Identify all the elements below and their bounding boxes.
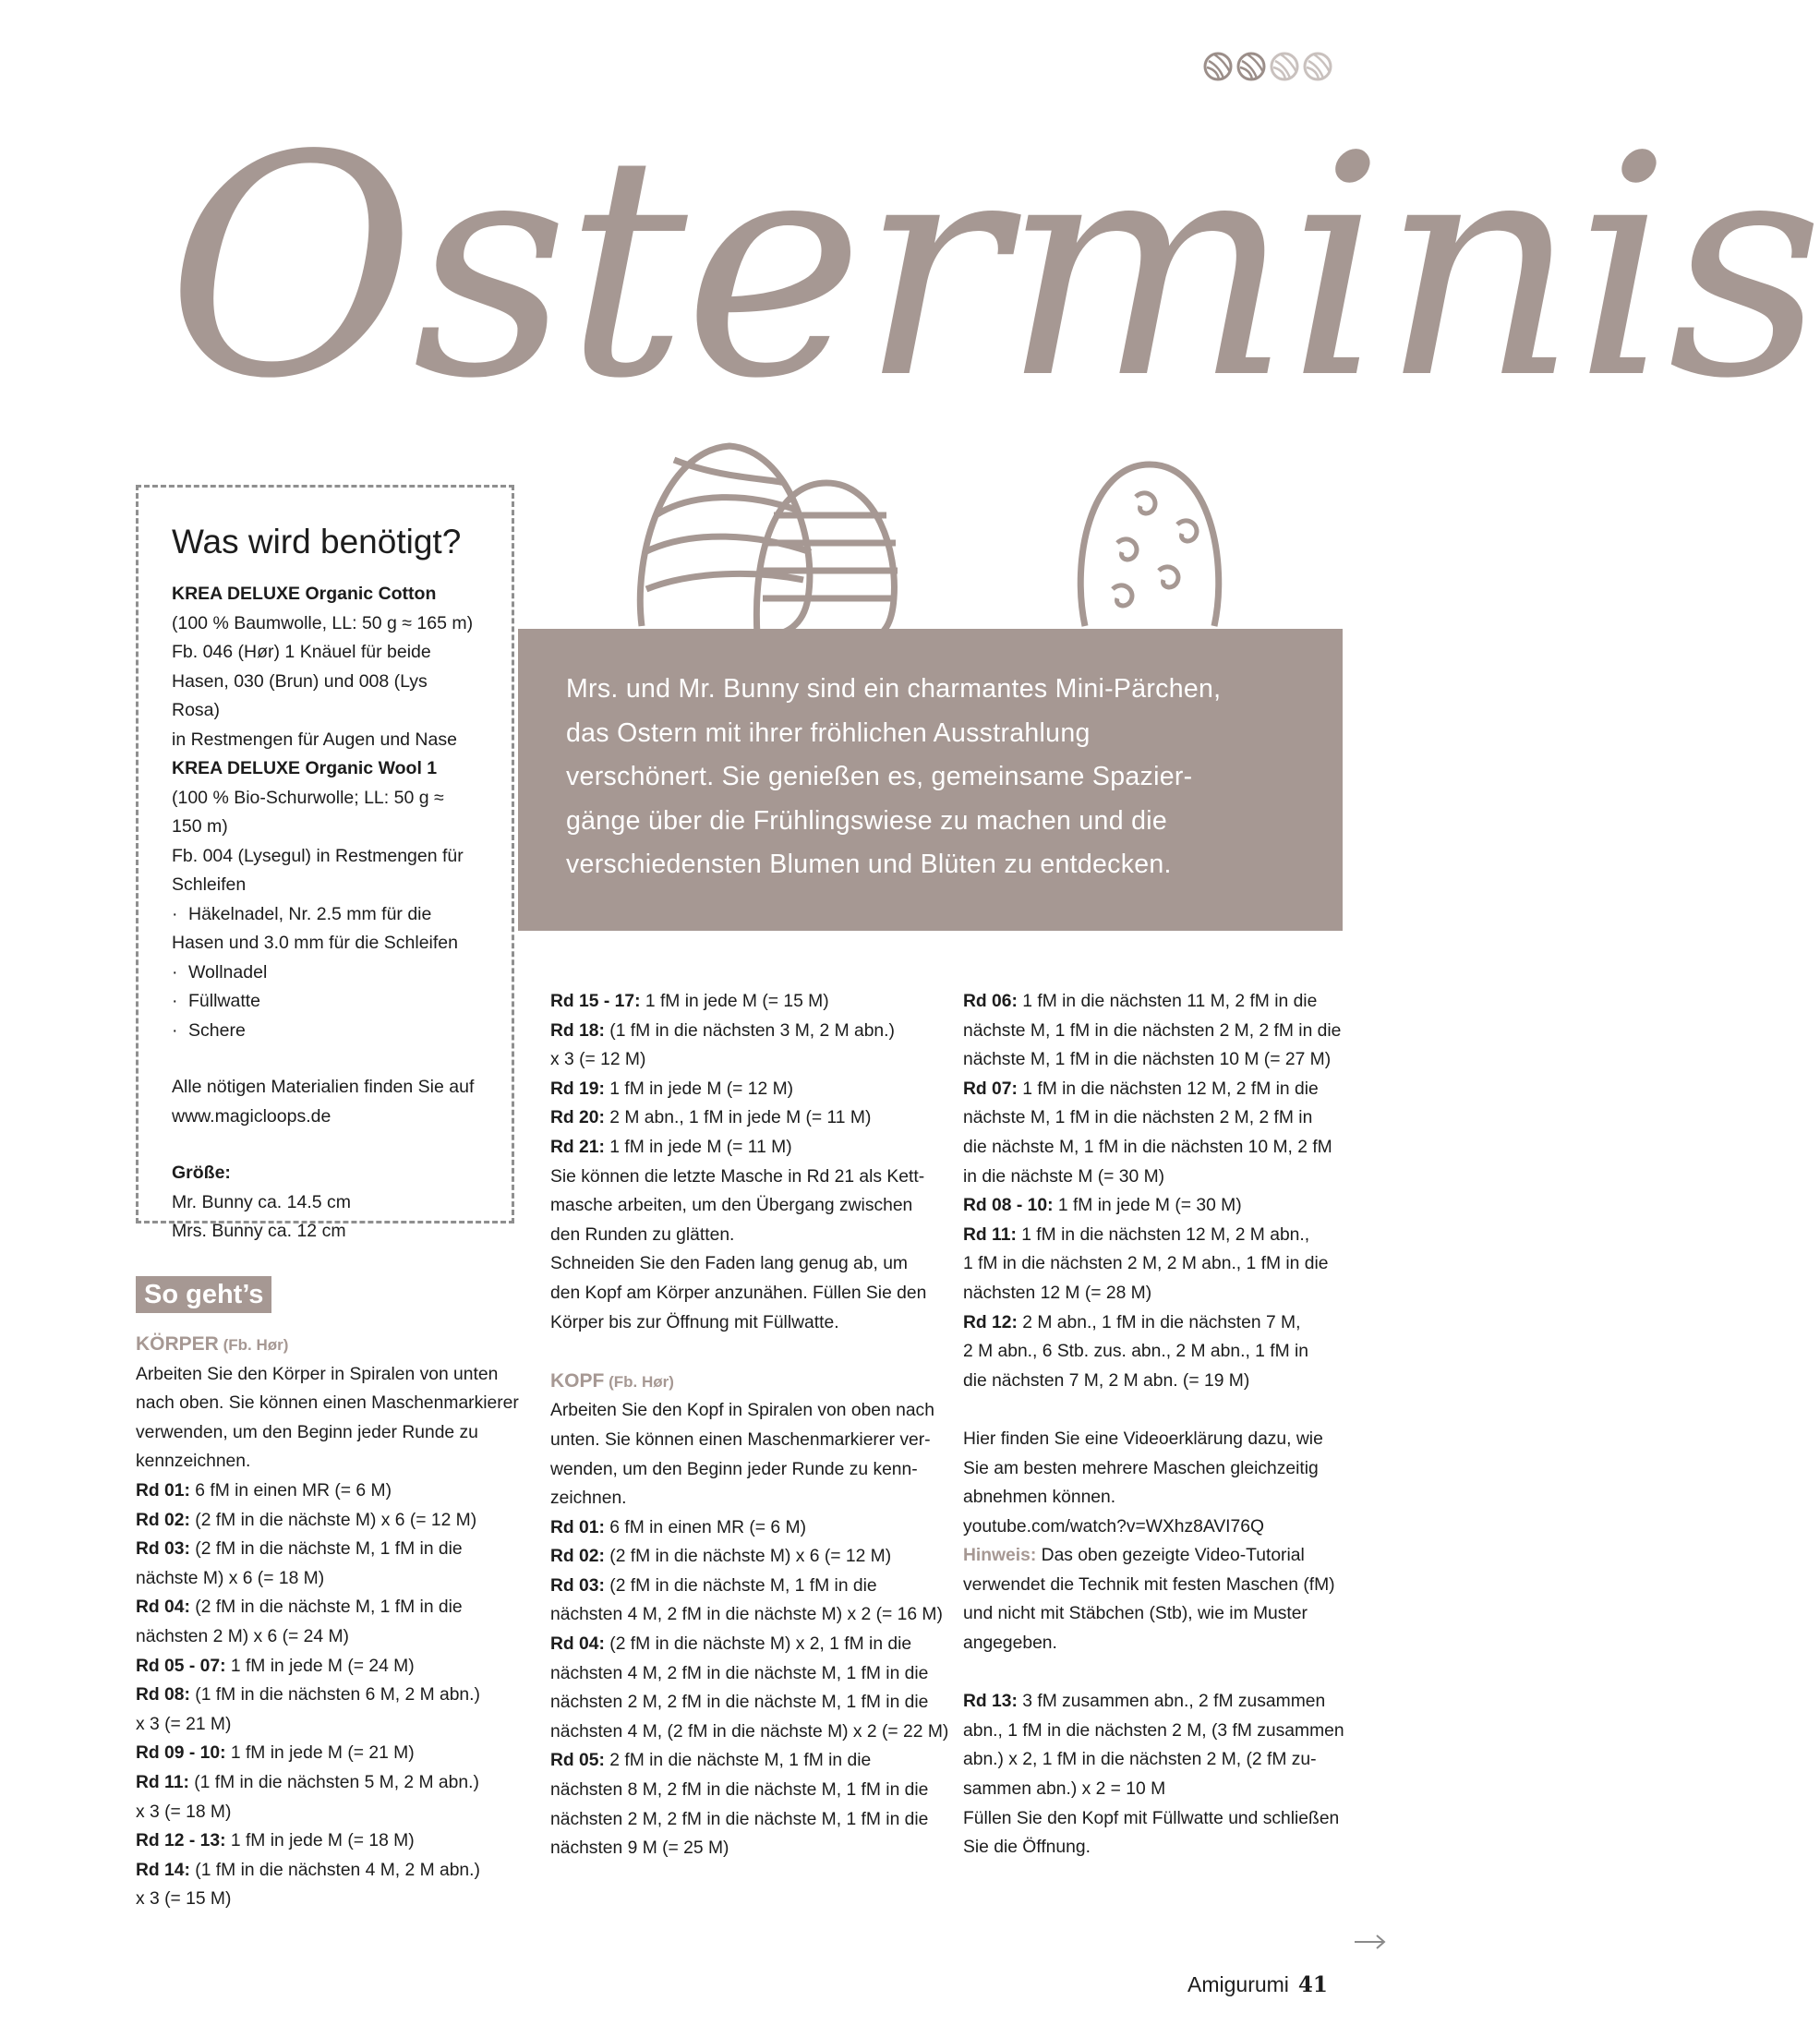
section-title: KÖRPER — [136, 1333, 219, 1355]
round-instruction — [136, 1826, 519, 1856]
line-text: 2 M abn., 6 Stb. zus. abn., 2 M abn., 1 fM in — [963, 1342, 1309, 1362]
line-text: (1 fM in die nächsten 4 M, 2 M abn.) — [189, 1860, 480, 1880]
instruction-line — [963, 1279, 1344, 1308]
instruction-line — [963, 1833, 1344, 1862]
instruction-line — [963, 1571, 1344, 1600]
round-instruction — [550, 1103, 948, 1133]
materials-line: Schleifen — [172, 874, 247, 895]
materials-line: · Schere — [172, 1017, 476, 1046]
line-text: x 3 (= 21 M) — [136, 1714, 232, 1734]
round-label: Rd 12 - 13: — [136, 1831, 226, 1851]
round-label: Rd 08 - 10: — [963, 1196, 1054, 1216]
instruction-line — [963, 1541, 1344, 1571]
materials-line: www.magicloops.de — [172, 1105, 331, 1127]
intro-line: verschiedensten Blumen und Blüten zu entdecken. — [566, 850, 1172, 879]
line-text: 1 fM in jede M (= 21 M) — [225, 1743, 415, 1764]
line-text: 6 fM in einen MR (= 6 M) — [189, 1480, 392, 1501]
line-text: den Kopf am Körper anzunähen. Füllen Sie den — [550, 1283, 927, 1303]
materials-line: Mrs. Bunny ca. 12 cm — [172, 1221, 346, 1241]
round-label: Rd 04: — [136, 1597, 190, 1618]
round-instruction — [136, 1652, 519, 1681]
instruction-line — [550, 1426, 948, 1455]
round-label: Rd 02: — [550, 1547, 605, 1567]
round-instruction — [550, 1075, 948, 1104]
line-text: nächsten 9 M (= 25 M) — [550, 1838, 729, 1859]
line-text: 1 fM in jede M (= 18 M) — [225, 1831, 415, 1851]
round-instruction — [550, 1017, 948, 1046]
line-text: in die nächste M (= 30 M) — [963, 1166, 1165, 1187]
line-text: 2 M abn., 1 fM in die nächsten 7 M, — [1017, 1312, 1301, 1332]
instruction-line — [550, 1776, 948, 1805]
line-text: nächsten 2 M, 2 fM in die nächste M, 1 fM in die — [550, 1809, 929, 1829]
round-label: Rd 09 - 10: — [136, 1743, 226, 1764]
line-text: (2 fM in die nächste M, 1 fM in die — [189, 1539, 463, 1560]
instruction-line — [136, 1418, 519, 1448]
instruction-line — [550, 1191, 948, 1221]
spacer — [172, 1131, 476, 1159]
instruction-line — [963, 1775, 1344, 1804]
round-label: Rd 01: — [136, 1480, 190, 1501]
line-text: masche arbeiten, um den Übergang zwischen — [550, 1196, 913, 1216]
instruction-line — [963, 1337, 1344, 1367]
line-text: 1 fM in jede M (= 12 M) — [604, 1079, 794, 1099]
line-text: nächsten 2 M, 2 fM in die nächste M, 1 fM in die — [550, 1693, 929, 1713]
line-text: nächste M, 1 fM in die nächsten 10 M (= 27 M) — [963, 1050, 1332, 1070]
line-text: nächsten 8 M, 2 fM in die nächste M, 1 fM in die — [550, 1780, 929, 1801]
instruction-line — [963, 1425, 1344, 1454]
round-instruction — [136, 1477, 519, 1506]
round-instruction — [550, 1133, 948, 1163]
round-label: Rd 19: — [550, 1079, 605, 1099]
line-text: Arbeiten Sie den Körper in Spiralen von unten — [136, 1364, 499, 1384]
materials-line: Größe: — [172, 1163, 231, 1183]
instruction-line — [550, 1600, 948, 1630]
line-text: 1 fM in die nächsten 2 M, 2 M abn., 1 fM in die — [963, 1254, 1329, 1274]
line-text: nächsten 12 M (= 28 M) — [963, 1283, 1152, 1303]
instruction-line — [136, 1885, 519, 1914]
line-text: Hier finden Sie eine Videoerklärung dazu, wie — [963, 1428, 1323, 1449]
round-instruction — [963, 1687, 1344, 1717]
line-text: 1 fM in jede M (= 30 M) — [1053, 1196, 1242, 1216]
instruction-line — [963, 1045, 1344, 1075]
instruction-line — [963, 1163, 1344, 1192]
instruction-line — [963, 1017, 1344, 1046]
line-text: abn., 1 fM in die nächsten 2 M, (3 fM zusammen — [963, 1720, 1344, 1741]
instruction-line — [963, 1629, 1344, 1658]
line-text: 1 fM in jede M (= 15 M) — [640, 992, 829, 1011]
intro-line: gänge über die Frühlingswiese zu machen und die — [566, 805, 1168, 836]
yarn-ball-icon — [1203, 52, 1233, 81]
round-instruction — [963, 1191, 1344, 1221]
page-footer — [1187, 1972, 1328, 1997]
section-note: (Fb. Hør) — [604, 1372, 674, 1391]
round-label: Rd 11: — [963, 1224, 1017, 1245]
materials-line: Mr. Bunny ca. 14.5 cm — [172, 1191, 352, 1212]
materials-line: (100 % Bio-Schurwolle; LL: 50 g ≈ 150 m) — [172, 787, 444, 837]
line-text: x 3 (= 15 M) — [136, 1889, 232, 1910]
line-text: Arbeiten Sie den Kopf in Spiralen von oben nach — [550, 1401, 934, 1421]
round-label: Rd 20: — [550, 1108, 605, 1128]
round-instruction — [550, 1572, 948, 1601]
page-number: 41 — [1297, 1972, 1328, 1997]
instruction-line — [550, 1659, 948, 1689]
line-text: (1 fM in die nächsten 6 M, 2 M abn.) — [189, 1685, 480, 1706]
line-text: die nächsten 7 M, 2 M abn. (= 19 M) — [963, 1370, 1250, 1391]
round-instruction — [550, 1746, 948, 1776]
round-instruction — [136, 1739, 519, 1768]
round-label: Rd 15 - 17: — [550, 992, 641, 1011]
instruction-line — [136, 1360, 519, 1390]
round-label: Rd 07: — [963, 1079, 1018, 1099]
line-text: 1 fM in die nächsten 11 M, 2 fM in die — [1017, 992, 1318, 1011]
instruction-line — [550, 1805, 948, 1835]
line-text: und nicht mit Stäbchen (Stb), wie im Muster — [963, 1604, 1308, 1624]
line-text: den Runden zu glätten. — [550, 1224, 735, 1245]
line-text: nächste M, 1 fM in die nächsten 2 M, 2 fM in die — [963, 1020, 1342, 1041]
materials-line: KREA DELUXE Organic Wool 1 — [172, 758, 438, 778]
intro-box — [518, 629, 1343, 931]
materials-line: · Wollnadel — [172, 958, 476, 988]
section-note: (Fb. Hør) — [218, 1336, 289, 1354]
instruction-line — [136, 1798, 519, 1827]
round-label: Rd 02: — [136, 1510, 190, 1530]
instruction-line — [550, 1484, 948, 1513]
line-text: 2 fM in die nächste M, 1 fM in die — [604, 1751, 872, 1771]
line-text: 1 fM in die nächsten 12 M, 2 fM in die — [1017, 1079, 1319, 1099]
round-instruction — [136, 1593, 519, 1622]
materials-line: Hasen und 3.0 mm für die Schleifen — [172, 933, 459, 953]
line-text: nach oben. Sie können einen Maschenmarkierer — [136, 1393, 519, 1414]
instruction-line — [136, 1564, 519, 1594]
line-text: nächste M) x 6 (= 18 M) — [136, 1568, 325, 1588]
materials-line: Hasen, 030 (Brun) und 008 (Lys Rosa) — [172, 670, 428, 720]
instruction-line — [550, 1221, 948, 1250]
line-text: 1 fM in die nächsten 12 M, 2 M abn., — [1016, 1224, 1310, 1245]
materials-box — [136, 485, 514, 1241]
spacer — [172, 1045, 476, 1073]
instruction-line — [963, 1133, 1344, 1163]
section-title: KOPF — [550, 1369, 605, 1392]
instruction-line — [963, 1367, 1344, 1396]
instruction-line — [136, 1447, 519, 1477]
line-text: x 3 (= 12 M) — [550, 1050, 646, 1070]
line-text: Sie können die letzte Masche in Rd 21 als Kett- — [550, 1166, 925, 1187]
instruction-line — [136, 1389, 519, 1418]
spacer — [963, 1658, 1344, 1688]
line-text: (2 fM in die nächste M) x 2, 1 fM in die — [604, 1634, 912, 1655]
line-text: angegeben. — [963, 1633, 1057, 1654]
line-text: 2 M abn., 1 fM in jede M (= 11 M) — [604, 1108, 872, 1128]
difficulty-indicator — [1203, 52, 1332, 81]
line-text: nächste M, 1 fM in die nächsten 2 M, 2 fM in — [963, 1108, 1313, 1128]
line-text: nächsten 4 M, 2 fM in die nächste M, 1 fM in die — [550, 1663, 929, 1683]
intro-line: das Ostern mit ihrer fröhlichen Ausstrahlung — [566, 717, 1091, 748]
round-label: Rd 03: — [136, 1539, 190, 1560]
instructions-column-3 — [963, 987, 1344, 1862]
instructions-column-1 — [136, 1330, 519, 1914]
spacer — [963, 1395, 1344, 1425]
line-text: Körper bis zur Öffnung mit Füllwatte. — [550, 1312, 839, 1332]
round-label: Rd 13: — [963, 1692, 1018, 1712]
instruction-line — [550, 1455, 948, 1485]
line-text: die nächste M, 1 fM in die nächsten 10 M, 2 fM — [963, 1137, 1332, 1157]
instruction-line — [963, 1599, 1344, 1629]
round-instruction — [550, 1630, 948, 1659]
materials-line: · Häkelnadel, Nr. 2.5 mm für die — [172, 900, 476, 930]
instruction-line — [550, 1396, 948, 1426]
line-text: 6 fM in einen MR (= 6 M) — [604, 1517, 806, 1537]
round-label: Rd 05 - 07: — [136, 1656, 226, 1676]
line-text: wenden, um den Beginn jeder Runde zu kenn- — [550, 1459, 918, 1479]
hint-label: Hinweis: — [963, 1546, 1037, 1566]
easter-eggs-illustration — [637, 441, 1265, 635]
materials-line: Alle nötigen Materialien finden Sie auf — [172, 1077, 475, 1097]
line-text: 3 fM zusammen abn., 2 fM zusammen — [1017, 1692, 1326, 1712]
round-label: Rd 21: — [550, 1137, 605, 1157]
instruction-line — [963, 1804, 1344, 1834]
spacer — [550, 1337, 948, 1367]
instruction-line — [550, 1688, 948, 1718]
line-text: 1 fM in jede M (= 24 M) — [225, 1656, 415, 1676]
line-text: (1 fM in die nächsten 3 M, 2 M abn.) — [604, 1020, 895, 1041]
materials-line: in Restmengen für Augen und Nase — [172, 729, 457, 750]
line-text: (2 fM in die nächste M) x 6 (= 12 M) — [189, 1510, 477, 1530]
line-text: 1 fM in jede M (= 11 M) — [604, 1137, 792, 1157]
round-instruction — [136, 1535, 519, 1564]
line-text: verwendet die Technik mit festen Maschen (fM) — [963, 1574, 1335, 1595]
line-text: sammen abn.) x 2 = 10 M — [963, 1779, 1166, 1800]
intro-line: Mrs. und Mr. Bunny sind ein charmantes Mini-Pärchen, — [566, 674, 1222, 704]
materials-line: · Füllwatte — [172, 987, 476, 1017]
line-text: (2 fM in die nächste M, 1 fM in die — [604, 1575, 877, 1596]
line-text: nächsten 2 M) x 6 (= 24 M) — [136, 1626, 349, 1646]
line-text: Schneiden Sie den Faden lang genug ab, um — [550, 1254, 908, 1274]
round-instruction — [550, 1513, 948, 1543]
round-label: Rd 08: — [136, 1685, 190, 1706]
round-label: Rd 01: — [550, 1517, 605, 1537]
materials-heading: Was wird benötigt? — [172, 523, 462, 560]
round-label: Rd 18: — [550, 1020, 605, 1041]
line-text: youtube.com/watch?v=WXhz8AVI76Q — [963, 1516, 1264, 1537]
line-text: (2 fM in die nächste M) x 6 (= 12 M) — [604, 1547, 892, 1567]
instruction-line — [963, 1103, 1344, 1133]
yarn-ball-icon — [1303, 52, 1332, 81]
yarn-ball-icon — [1236, 52, 1266, 81]
instruction-line — [136, 1622, 519, 1652]
instruction-line — [550, 1249, 948, 1279]
round-instruction — [963, 987, 1344, 1017]
line-text: Sie am besten mehrere Maschen gleichzeitig — [963, 1458, 1319, 1478]
line-text: nächsten 4 M, (2 fM in die nächste M) x 2 (= 22 M) — [550, 1721, 949, 1742]
line-text: abnehmen können. — [963, 1488, 1116, 1508]
materials-line: Fb. 046 (Hør) 1 Knäuel für beide — [172, 642, 431, 662]
line-text: verwenden, um den Beginn jeder Runde zu — [136, 1422, 478, 1442]
round-instruction — [136, 1768, 519, 1798]
magazine-name: Amigurumi — [1187, 1972, 1289, 1996]
arrow-right-icon[interactable] — [1354, 1934, 1387, 1950]
line-text: Das oben gezeigte Video-Tutorial — [1036, 1546, 1305, 1566]
instruction-line — [550, 1163, 948, 1192]
line-text: abn.) x 2, 1 fM in die nächsten 2 M, (2 fM zu- — [963, 1750, 1317, 1770]
line-text: nächsten 4 M, 2 fM in die nächste M) x 2 (= 16 M) — [550, 1605, 943, 1625]
materials-line: (100 % Baumwolle, LL: 50 g ≈ 165 m) — [172, 612, 474, 633]
round-label: Rd 04: — [550, 1634, 605, 1655]
line-text: (2 fM in die nächste M, 1 fM in die — [189, 1597, 463, 1618]
instruction-line — [963, 1454, 1344, 1484]
round-label: Rd 12: — [963, 1312, 1018, 1332]
round-instruction — [136, 1681, 519, 1710]
line-text: Füllen Sie den Kopf mit Füllwatte und schließen — [963, 1808, 1340, 1828]
round-instruction — [550, 987, 948, 1017]
yarn-ball-icon — [1270, 52, 1299, 81]
line-text: Sie die Öffnung. — [963, 1838, 1091, 1858]
instruction-line — [963, 1717, 1344, 1746]
line-text: (1 fM in die nächsten 5 M, 2 M abn.) — [188, 1772, 479, 1792]
line-text: unten. Sie können einen Maschenmarkierer ver- — [550, 1429, 931, 1450]
round-label: Rd 03: — [550, 1575, 605, 1596]
section-heading — [136, 1330, 519, 1360]
round-label: Rd 14: — [136, 1860, 190, 1880]
round-label: Rd 06: — [963, 992, 1018, 1011]
instruction-line — [550, 1718, 948, 1747]
round-instruction — [136, 1856, 519, 1886]
instruction-line — [963, 1483, 1344, 1513]
line-text: zeichnen. — [550, 1489, 627, 1509]
page-title: Osterminis — [166, 90, 1820, 445]
instruction-line — [550, 1308, 948, 1338]
materials-line: KREA DELUXE Organic Cotton — [172, 584, 437, 604]
materials-line: Fb. 004 (Lysegul) in Restmengen für — [172, 845, 464, 866]
line-text: kennzeichnen. — [136, 1452, 251, 1472]
round-label: Rd 11: — [136, 1772, 189, 1792]
round-label: Rd 05: — [550, 1751, 605, 1771]
instruction-line — [550, 1279, 948, 1308]
line-text: x 3 (= 18 M) — [136, 1802, 232, 1822]
section-heading — [550, 1367, 948, 1397]
instruction-line — [963, 1745, 1344, 1775]
round-instruction — [963, 1075, 1344, 1104]
instruction-line — [550, 1045, 948, 1075]
instruction-line — [963, 1513, 1344, 1542]
instruction-line — [963, 1249, 1344, 1279]
intro-line: verschönert. Sie genießen es, gemeinsame Spazier- — [566, 762, 1193, 791]
round-instruction — [136, 1506, 519, 1536]
round-instruction — [550, 1542, 948, 1572]
round-instruction — [963, 1308, 1344, 1338]
materials-list — [172, 580, 476, 1247]
howto-heading: So geht’s — [136, 1276, 271, 1313]
instructions-column-2 — [550, 987, 948, 1863]
round-instruction — [963, 1221, 1344, 1250]
instruction-line — [136, 1710, 519, 1740]
instruction-line — [550, 1834, 948, 1863]
